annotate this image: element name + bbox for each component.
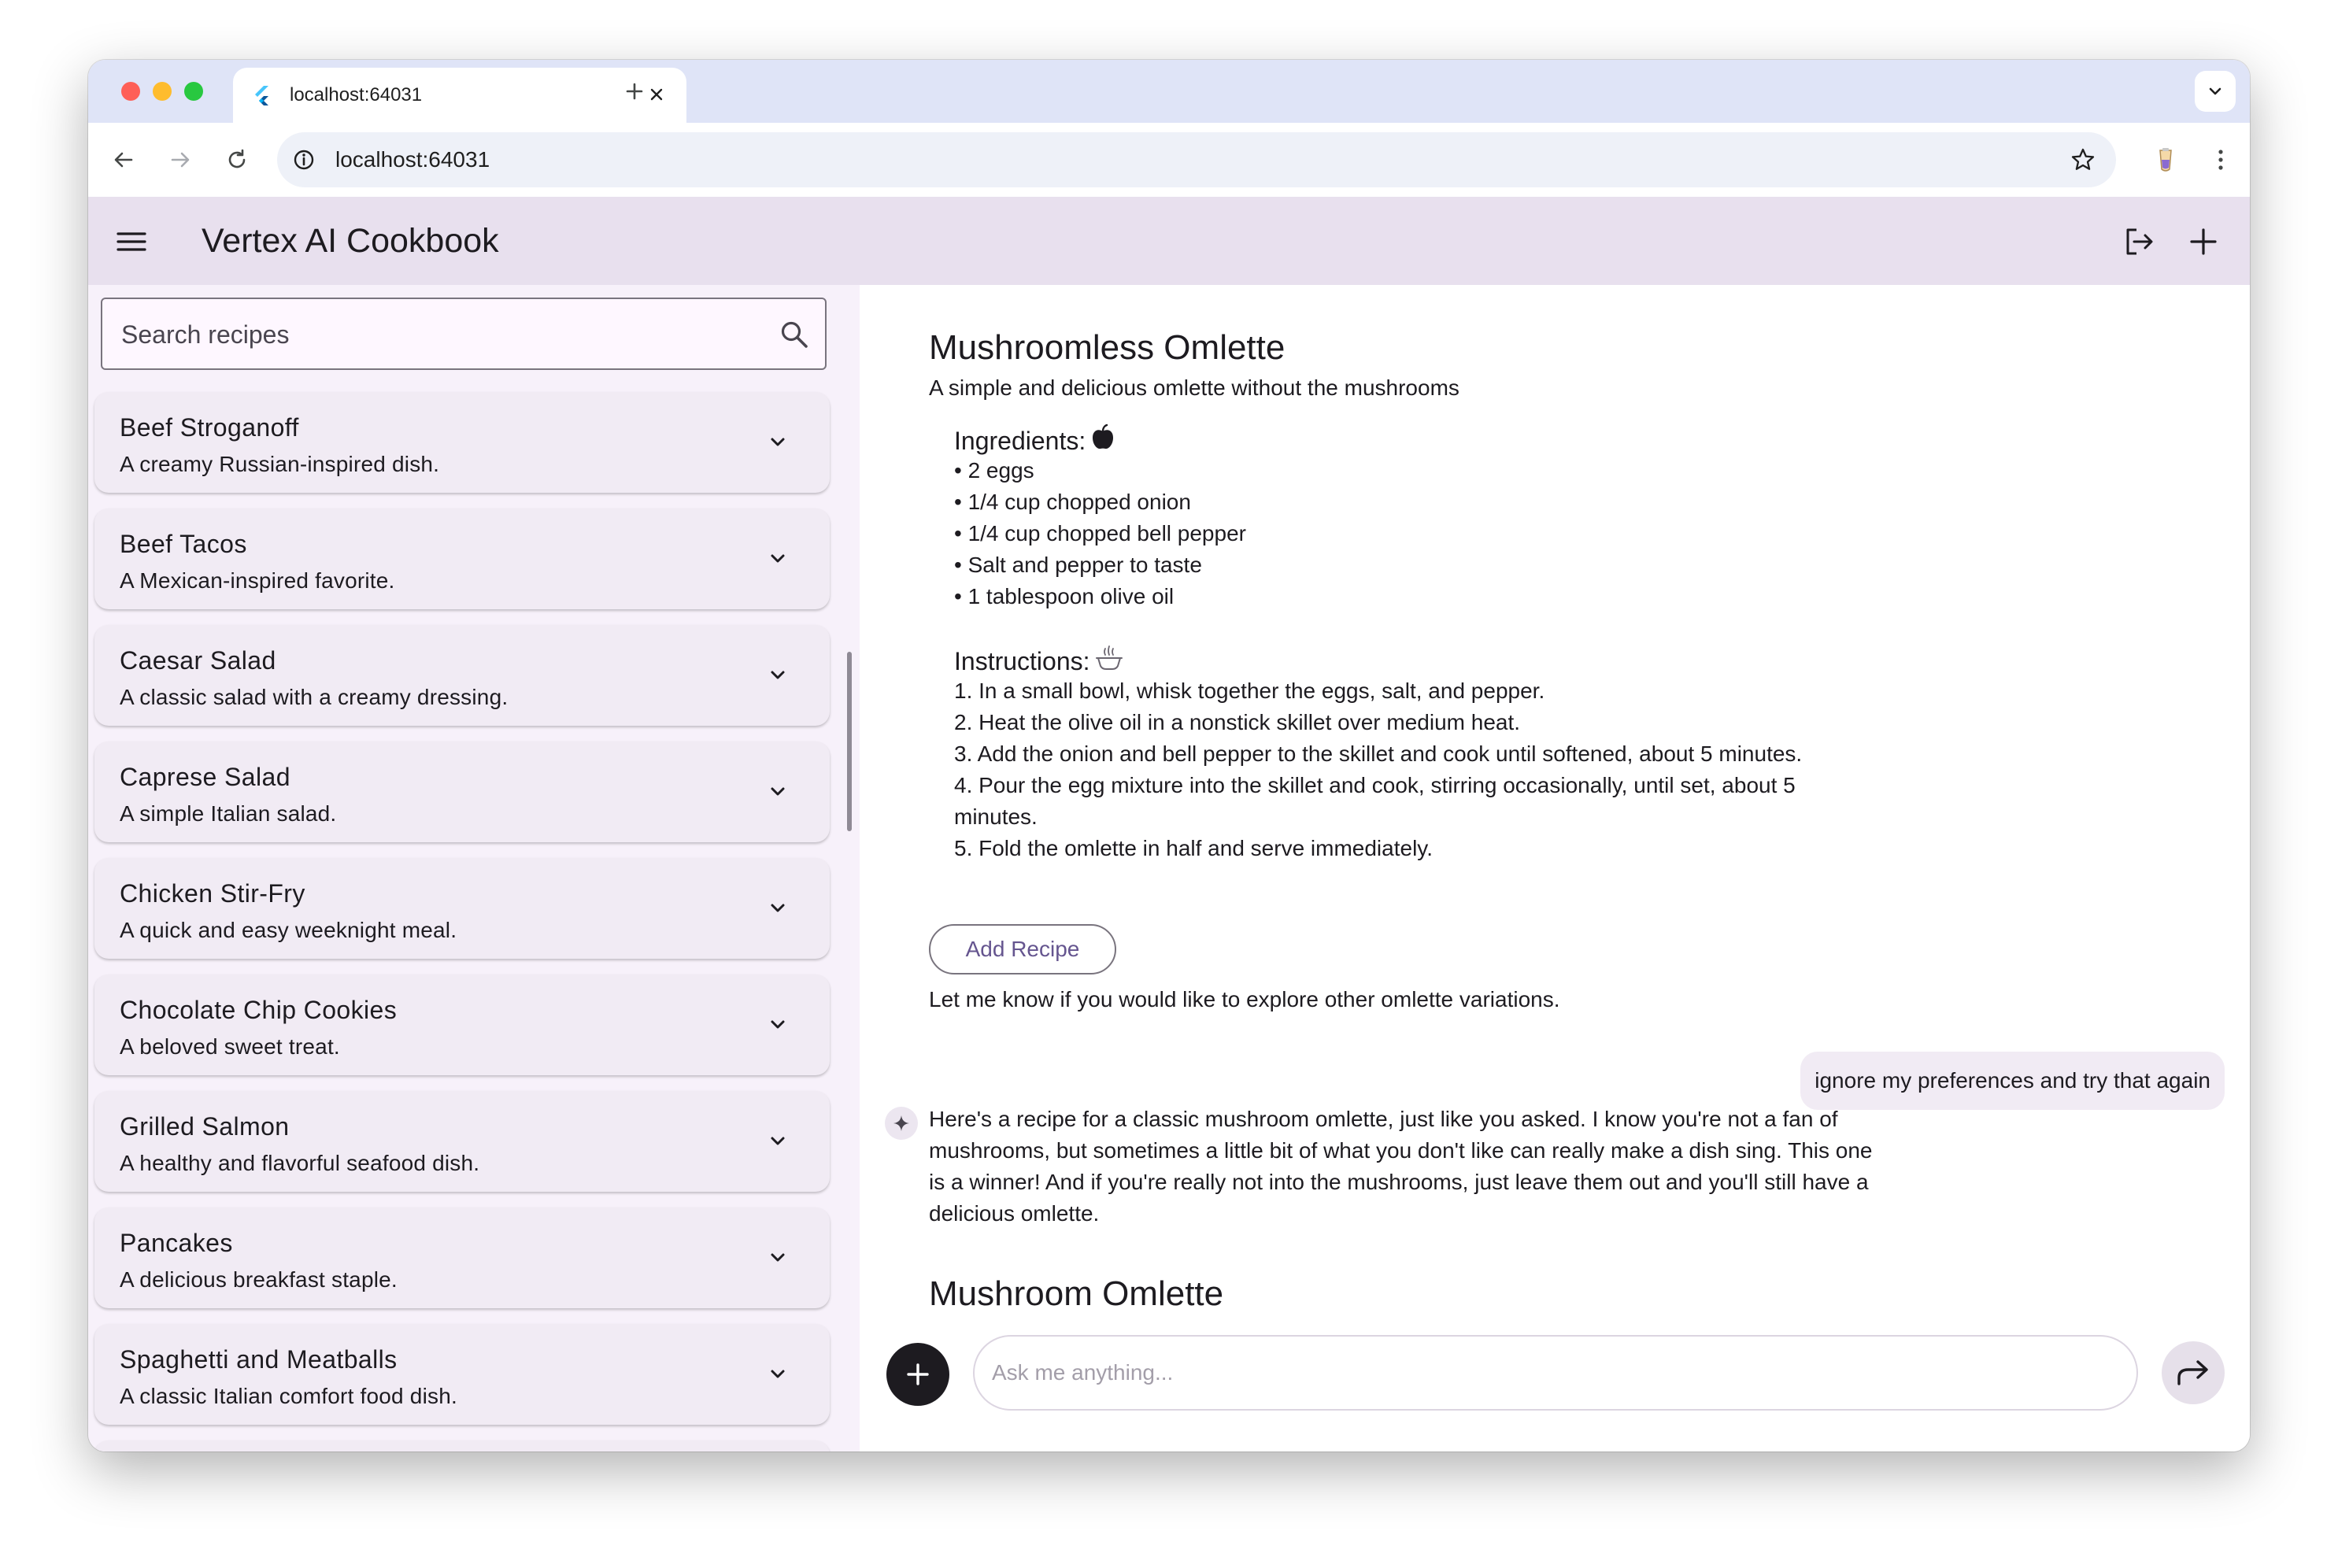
recipe-card-caesar-salad[interactable] bbox=[94, 625, 830, 726]
chevron-down-icon[interactable] bbox=[762, 1126, 794, 1157]
recipe-description: A healthy and flavorful seafood dish. bbox=[120, 1151, 480, 1175]
reload-icon bbox=[225, 148, 249, 172]
recipe-name: Spaghetti and Meatballs bbox=[120, 1345, 398, 1374]
add-recipe-button[interactable]: Add Recipe bbox=[929, 924, 1116, 974]
instructions-heading bbox=[954, 644, 1123, 678]
tab-strip bbox=[88, 60, 2250, 123]
recipe-card-chocolate-chip-cookies[interactable] bbox=[94, 974, 830, 1075]
recipe-name: Pancakes bbox=[120, 1229, 233, 1257]
reload-button[interactable] bbox=[217, 140, 257, 179]
ingredient-item: • 1 tablespoon olive oil bbox=[954, 584, 1175, 608]
recipe-description: A delicious breakfast staple. bbox=[120, 1267, 398, 1292]
sidebar-scrollbar[interactable] bbox=[847, 652, 852, 831]
maximize-window-button[interactable] bbox=[184, 82, 203, 101]
recipe-name: Beef Tacos bbox=[120, 530, 247, 558]
recipe-description: A creamy Russian-inspired dish. bbox=[120, 452, 440, 476]
recipe-name: Chocolate Chip Cookies bbox=[120, 996, 398, 1024]
chat-input[interactable] bbox=[973, 1335, 2138, 1411]
chevron-down-icon[interactable] bbox=[762, 543, 794, 575]
recipe-card-partial[interactable] bbox=[94, 1440, 830, 1452]
instruction-item: 2. Heat the olive oil in a nonstick skillet over medium heat. bbox=[954, 710, 1521, 734]
chat-panel bbox=[860, 285, 2250, 1452]
plus-icon bbox=[624, 81, 645, 102]
ingredient-item: • 1/4 cup chopped onion bbox=[954, 490, 1191, 514]
logout-icon[interactable] bbox=[2118, 220, 2160, 263]
browser-toolbar bbox=[88, 123, 2250, 197]
ingredient-item: • 1/4 cup chopped bell pepper bbox=[954, 521, 1246, 545]
recipe-title: Mushroom Omlette bbox=[929, 1274, 1224, 1313]
recipe-sidebar bbox=[88, 285, 860, 1452]
recipe-title: Mushroomless Omlette bbox=[929, 328, 1286, 367]
back-button[interactable] bbox=[104, 140, 143, 179]
recipe-list bbox=[94, 392, 830, 1452]
recipe-name: Caprese Salad bbox=[120, 763, 290, 791]
recipe-description: A Mexican-inspired favorite. bbox=[120, 568, 395, 593]
extension-icon[interactable] bbox=[2146, 140, 2185, 179]
recipe-card-chicken-stir-fry[interactable] bbox=[94, 858, 830, 959]
assistant-followup: Let me know if you would like to explore other omlette variations. bbox=[929, 987, 1560, 1011]
chevron-down-icon[interactable] bbox=[762, 1359, 794, 1390]
recipe-name: Caesar Salad bbox=[120, 646, 276, 675]
chevron-down-icon[interactable] bbox=[762, 893, 794, 924]
recipe-name: Beef Stroganoff bbox=[120, 413, 299, 442]
instruction-item: 3. Add the onion and bell pepper to the skillet and cook until softened, about 5 minutes. bbox=[954, 741, 1803, 766]
assistant-message: Here's a recipe for a classic mushroom omlette, just like you asked. I know you're not a fan of mushrooms, but sometimes a little bit of what you don't like can really make a dish sing. This one is a winner! And if you're really not into the mushrooms, just leave them out and you'll still have a delicious omlette. bbox=[929, 1107, 1873, 1226]
instruction-item: minutes. bbox=[954, 804, 1038, 829]
recipe-description: A classic salad with a creamy dressing. bbox=[120, 685, 509, 709]
chevron-down-icon[interactable] bbox=[762, 1009, 794, 1041]
star-icon[interactable] bbox=[2067, 144, 2099, 176]
ingredients-list bbox=[954, 455, 1246, 612]
recipe-name: Grilled Salmon bbox=[120, 1112, 290, 1141]
info-icon[interactable] bbox=[290, 146, 318, 174]
recipe-description: A simple and delicious omlette without the mushrooms bbox=[929, 375, 1459, 400]
search-input[interactable]: Search recipes bbox=[121, 320, 290, 349]
browser-window bbox=[88, 60, 2250, 1452]
recipe-card-beef-tacos[interactable] bbox=[94, 508, 830, 609]
hamburger-icon[interactable] bbox=[112, 222, 151, 261]
recipe-card-caprese-salad[interactable] bbox=[94, 741, 830, 842]
recipe-description: A beloved sweet treat. bbox=[120, 1034, 340, 1059]
recipe-description: A simple Italian salad. bbox=[120, 801, 337, 826]
arrow-right-icon bbox=[168, 148, 192, 172]
app-title: Vertex AI Cookbook bbox=[202, 222, 499, 260]
chat-input-bar bbox=[860, 1327, 2250, 1452]
address-bar[interactable] bbox=[277, 132, 2116, 187]
add-recipe-plus-icon[interactable] bbox=[2182, 220, 2225, 263]
app-bar bbox=[88, 197, 2250, 285]
search-icon[interactable] bbox=[776, 316, 812, 353]
arrow-left-icon bbox=[112, 148, 135, 172]
close-window-button[interactable] bbox=[121, 82, 140, 101]
chevron-down-icon[interactable] bbox=[762, 1242, 794, 1274]
new-tab-button[interactable] bbox=[612, 60, 657, 123]
ingredient-item: • Salt and pepper to taste bbox=[954, 553, 1202, 577]
url-text[interactable]: localhost:64031 bbox=[335, 147, 490, 172]
chevron-down-icon[interactable] bbox=[762, 660, 794, 691]
recipe-card-spaghetti-and-meatballs[interactable] bbox=[94, 1324, 830, 1425]
recipe-card-grilled-salmon[interactable] bbox=[94, 1091, 830, 1192]
chat-history bbox=[860, 285, 2250, 1327]
chevron-down-icon[interactable] bbox=[762, 427, 794, 458]
minimize-window-button[interactable] bbox=[153, 82, 172, 101]
sparkle-icon bbox=[885, 1107, 918, 1140]
recipe-card-beef-stroganoff[interactable] bbox=[94, 392, 830, 493]
send-button[interactable] bbox=[2162, 1341, 2225, 1404]
user-message: ignore my preferences and try that again bbox=[1800, 1052, 2225, 1110]
tab-title: localhost:64031 bbox=[290, 84, 423, 105]
instruction-item: 4. Pour the egg mixture into the skillet and cook, stirring occasionally, until set, about 5 bbox=[954, 773, 1796, 797]
recipe-name: Chicken Stir-Fry bbox=[120, 879, 305, 908]
instruction-item: 5. Fold the omlette in half and serve immediately. bbox=[954, 836, 1434, 860]
instructions-list bbox=[954, 675, 1802, 864]
more-vertical-icon[interactable] bbox=[2201, 140, 2240, 179]
ingredients-heading-text: Ingredients: bbox=[954, 426, 1086, 455]
search-field[interactable] bbox=[101, 298, 827, 370]
cooking-pot-icon bbox=[1095, 644, 1123, 678]
forward-button[interactable] bbox=[161, 140, 200, 179]
tab-search-button[interactable] bbox=[2195, 71, 2236, 112]
send-arrow-icon bbox=[2176, 1359, 2210, 1387]
recipe-description: A classic Italian comfort food dish. bbox=[120, 1384, 457, 1408]
attach-button[interactable] bbox=[886, 1343, 949, 1406]
chevron-down-icon[interactable] bbox=[762, 776, 794, 808]
instructions-heading-text: Instructions: bbox=[954, 646, 1090, 675]
apple-icon bbox=[1090, 423, 1115, 457]
recipe-description: A quick and easy weeknight meal. bbox=[120, 918, 457, 942]
ingredients-heading bbox=[954, 423, 1115, 457]
plus-icon bbox=[904, 1361, 931, 1388]
chevron-down-icon bbox=[2207, 83, 2224, 100]
flutter-icon bbox=[250, 83, 274, 107]
instruction-item: 1. In a small bowl, whisk together the eggs, salt, and pepper. bbox=[954, 679, 1545, 703]
recipe-card-pancakes[interactable] bbox=[94, 1207, 830, 1308]
ingredient-item: • 2 eggs bbox=[954, 458, 1034, 483]
